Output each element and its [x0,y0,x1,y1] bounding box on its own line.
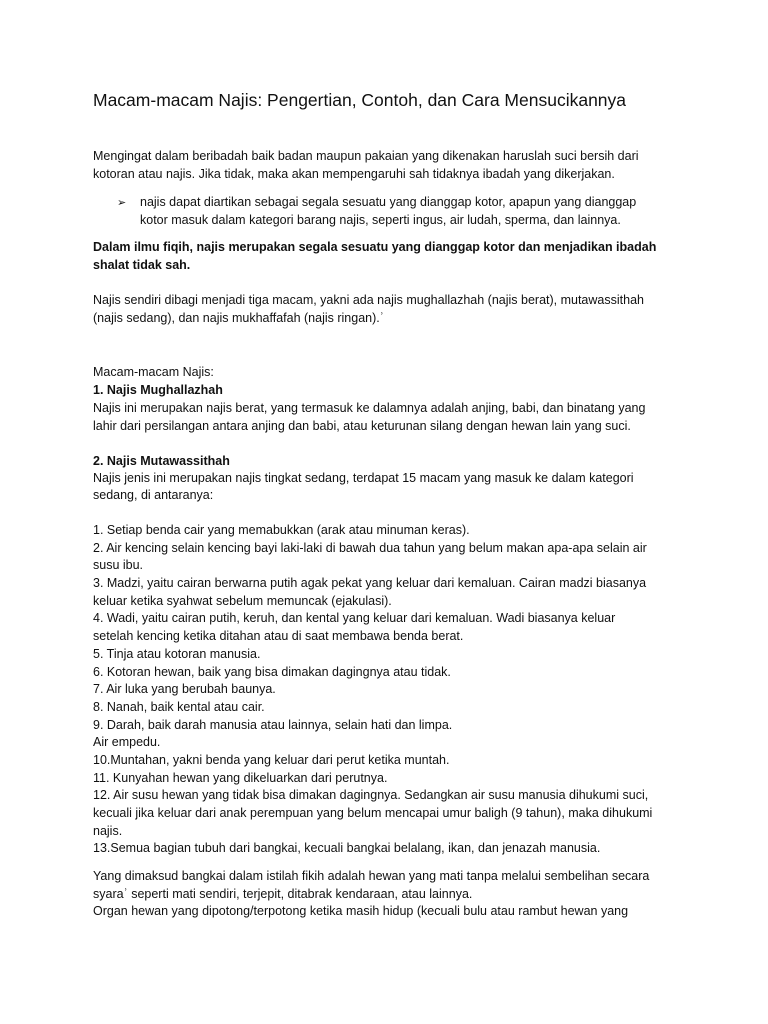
list-item [93,522,652,540]
list-item [93,699,652,717]
closing-paragraph [93,868,649,921]
list-item [93,610,652,645]
paragraph-line: Organ hewan yang dipotong/terpotong ketika masih hidup (kecuali bulu atau rambut hewan yang [93,904,629,919]
list-item [93,717,652,735]
list-item [93,734,652,752]
paragraph-line: Dalam ilmu fiqih, najis merupakan segala sesuatu yang dianggap kotor dan menjadikan ibadah [93,240,657,254]
list-item-line: 9. Darah, baik darah manusia atau lainnya, selain hati dan limpa. [93,717,453,732]
bullet-item [93,194,636,229]
list-item-line: Air empedu. [93,735,161,750]
emphasis-paragraph [93,239,656,274]
list-item-line: 4. Wadi, yaitu cairan putih, keruh, dan kental yang keluar dari kemaluan. Wadi biasanya keluar [93,611,616,626]
najis-list [93,522,652,858]
list-item [93,646,652,664]
bullet-text [140,194,636,229]
list-item [93,664,652,682]
section-heading: 1. Najis Mughallazhah [93,383,223,397]
paragraph-line: Najis sendiri dibagi menjadi tiga macam, yakni ada najis mughallazhah (najis berat), mutawassithah [93,293,644,307]
paragraph-line: Mengingat dalam beribadah baik badan maupun pakaian yang dikenakan haruslah suci bersih dari [93,149,639,163]
list-item [93,575,652,610]
list-item-line: najis. [93,823,123,838]
list-item-line: 5. Tinja atau kotoran manusia. [93,646,261,661]
list-item [93,681,652,699]
division-paragraph [93,292,644,327]
list-item [93,787,652,840]
list-item-line: 11. Kunyahan hewan yang dikeluarkan dari perutnya. [93,770,388,785]
list-item [93,840,652,858]
paragraph-line: lahir dari persilangan antara anjing dan babi, atau keturunan silang dengan hewan lain yang suci. [93,419,631,433]
list-item [93,752,652,770]
document-title: Macam-macam Najis: Pengertian, Contoh, dan Cara Mensucikannya [93,90,627,110]
list-item-line: 10.Muntahan, yakni benda yang keluar dari perut ketika muntah. [93,752,450,767]
list-item [93,770,652,788]
list-item-line: susu ibu. [93,558,144,573]
intro-paragraph [93,148,639,183]
list-item-line: 1. Setiap benda cair yang memabukkan (arak atau minuman keras). [93,523,470,537]
section-najis-mutawassithah [93,453,634,504]
list-item-line: 8. Nanah, baik kental atau cair. [93,699,265,714]
list-item-line: 7. Air luka yang berubah baunya. [93,682,276,697]
paragraph-line: (najis sedang), dan najis mukhaffafah (najis ringan).ʾ [93,310,384,325]
list-item-line: 6. Kotoran hewan, baik yang bisa dimakan dagingnya atau tidak. [93,664,451,679]
list-item-line: 2. Air kencing selain kencing bayi laki-laki di bawah dua tahun yang belum makan apa-apa selain air [93,540,647,555]
paragraph-line: sedang, di antaranya: [93,488,214,502]
paragraph-line: shalat tidak sah. [93,257,191,272]
list-item-line: setelah kencing ketika ditahan atau di saat membawa benda berat. [93,629,464,644]
list-item-line: kecuali jika keluar dari anak perempuan yang belum mencapai umur baligh (9 tahun), maka dihukumi [93,806,653,820]
bullet-line: kotor masuk dalam kategori barang najis, seperti ingus, air ludah, sperma, dan lainnya. [140,212,621,227]
list-item-line: 3. Madzi, yaitu cairan berwarna putih agak pekat yang keluar dari kemaluan. Cairan madzi biasanya [93,576,647,591]
paragraph-line: syaraʾ seperti mati sendiri, terjepit, ditabrak kendaraan, atau lainnya. [93,886,473,901]
list-item-line: 13.Semua bagian tubuh dari bangkai, kecuali bangkai belalang, ikan, dan jenazah manusia. [93,841,601,856]
list-item [93,540,652,575]
section-najis-mughallazhah [93,363,645,435]
paragraph-line: Najis ini merupakan najis berat, yang termasuk ke dalamnya adalah anjing, babi, dan binatang yang [93,401,646,415]
bullet-line: najis dapat diartikan sebagai segala sesuatu yang dianggap kotor, apapun yang dianggap [140,195,637,209]
paragraph-line: Yang dimaksud bangkai dalam istilah fikih adalah hewan yang mati tanpa melalui sembelihan secara [93,869,650,883]
paragraph-line: kotoran atau najis. Jika tidak, maka akan mempengaruhi sah tidaknya ibadah yang dikerjakan. [93,166,615,181]
types-label: Macam-macam Najis: [93,365,214,379]
arrow-bullet-icon: ➢ [117,196,127,209]
list-item-line: 12. Air susu hewan yang tidak bisa dimakan dagingnya. Sedangkan air susu manusia dihukumi suci, [93,788,649,803]
list-item-line: keluar ketika syahwat sebelum memuncak (ejakulasi). [93,593,392,608]
section-heading: 2. Najis Mutawassithah [93,454,230,468]
paragraph-line: Najis jenis ini merupakan najis tingkat sedang, terdapat 15 macam yang masuk ke dalam kategori [93,471,634,485]
